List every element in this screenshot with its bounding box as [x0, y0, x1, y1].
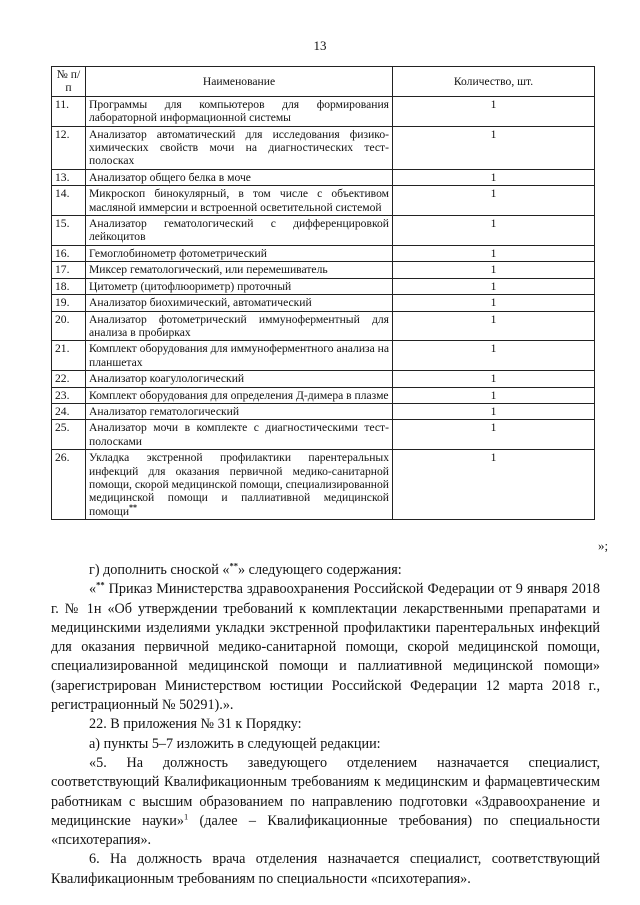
table-row [52, 450, 595, 520]
row-name: Анализатор мочи в комплекте с диагностическими тест-полосками [86, 420, 393, 450]
paragraph-footnote-text: «** Приказ Министерства здравоохранения Российской Федерации от 9 января 2018 г. № 1н «Об утверждении требований к комплектации лекарственными препаратами и медицинскими изделиями укладки экстренной профилактики парентеральных инфекций для оказания первичной медико-санитарной помощи, скорой медицинской помощи, специализированной медицинской помощи и паллиативной медицинской помощи» (зарегистрирован Министерством юстиции Российской Федерации 12 марта 2018 г., регистрационный № 50291).». [51, 579, 600, 714]
row-number: 21. [52, 341, 86, 371]
row-name: Анализатор биохимический, автоматический [86, 295, 393, 311]
table-row [52, 295, 595, 311]
row-name: Анализатор гематологический [86, 403, 393, 419]
row-quantity: 1 [393, 450, 595, 520]
row-name: Микроскоп бинокулярный, в том числе с объективом масляной иммерсии и встроенной осветительной системой [86, 186, 393, 216]
row-number: 23. [52, 387, 86, 403]
table-row [52, 403, 595, 419]
row-quantity: 1 [393, 278, 595, 294]
row-name: Анализатор гематологический с дифференцировкой лейкоцитов [86, 216, 393, 246]
table-row [52, 371, 595, 387]
row-name: Комплект оборудования для иммуноферментного анализа на планшетах [86, 341, 393, 371]
equipment-table [51, 66, 595, 520]
row-name: Анализатор автоматический для исследования физико-химических свойств мочи на диагностических тест-полосках [86, 126, 393, 169]
table-row [52, 186, 595, 216]
row-quantity: 1 [393, 295, 595, 311]
row-number: 26. [52, 450, 86, 520]
row-number: 22. [52, 371, 86, 387]
row-quantity: 1 [393, 311, 595, 341]
table-row [52, 420, 595, 450]
header-qty: Количество, шт. [393, 67, 595, 97]
row-quantity: 1 [393, 186, 595, 216]
row-quantity: 1 [393, 126, 595, 169]
row-quantity: 1 [393, 371, 595, 387]
row-number: 13. [52, 169, 86, 185]
footnote-mark: 1 [183, 811, 189, 822]
row-quantity: 1 [393, 245, 595, 261]
footnote-mark: ** [129, 502, 138, 512]
row-name: Комплект оборудования для определения Д-димера в плазме [86, 387, 393, 403]
paragraph-clause-6: 6. На должность врача отделения назначается специалист, соответствующий Квалификационным требованиям по специальности «психотерапия». [51, 851, 600, 887]
table-row [52, 278, 595, 294]
row-quantity: 1 [393, 262, 595, 278]
row-name: Гемоглобинометр фотометрический [86, 245, 393, 261]
table-row [52, 216, 595, 246]
closing-quote: »; [598, 538, 609, 553]
paragraph-clause-5: «5. На должность заведующего отделением назначается специалист, соответствующий Квалификационным требованиям к медицинским и фармацевтическим работникам с высшим образованием по направлению подготовки «Здравоохранение и медицинские науки»$^1$ (далее – Квалификационные требования) по специальности «психотерапия». [51, 754, 600, 849]
row-number: 20. [52, 311, 86, 341]
row-number: 14. [52, 186, 86, 216]
page-number: 13 [313, 38, 327, 53]
row-number: 18. [52, 278, 86, 294]
row-quantity: 1 [393, 341, 595, 371]
table-row [52, 311, 595, 341]
footnote-mark: ** [229, 560, 239, 571]
table-row [52, 262, 595, 278]
header-num: № п/п [52, 67, 86, 97]
row-quantity: 1 [393, 216, 595, 246]
table-row [52, 169, 595, 185]
row-name: Анализатор фотометрический иммуноферментный для анализа в пробирках [86, 311, 393, 341]
header-name: Наименование [86, 67, 393, 97]
paragraph-footnote-intro: г) дополнить сноской «**» следующего содержания: [89, 560, 402, 578]
row-quantity: 1 [393, 420, 595, 450]
row-quantity: 1 [393, 169, 595, 185]
paragraph-item-a: а) пункты 5–7 изложить в следующей редакции: [89, 735, 381, 752]
row-number: 24. [52, 403, 86, 419]
table-row [52, 341, 595, 371]
row-number: 12. [52, 126, 86, 169]
row-number: 19. [52, 295, 86, 311]
table-row [52, 126, 595, 169]
row-number: 15. [52, 216, 86, 246]
row-name: Миксер гематологический, или перемешиватель [86, 262, 393, 278]
row-number: 16. [52, 245, 86, 261]
row-name: Анализатор коагулологический [86, 371, 393, 387]
row-number: 11. [52, 96, 86, 126]
paragraph-item-22: 22. В приложения № 31 к Порядку: [89, 716, 302, 733]
table-row [52, 245, 595, 261]
row-number: 17. [52, 262, 86, 278]
footnote-mark: ** [96, 579, 105, 590]
table-row [52, 387, 595, 403]
table-header-row [52, 67, 595, 97]
row-quantity: 1 [393, 403, 595, 419]
row-name: Укладка экстренной профилактики парентеральных инфекций для оказания первичной медико-санитарной помощи, скорой медицинской помощи, специализированной медицинской помощи и паллиативной медицинской помощи** [86, 450, 393, 520]
row-quantity: 1 [393, 96, 595, 126]
row-name: Цитометр (цитофлюориметр) проточный [86, 278, 393, 294]
table-row [52, 96, 595, 126]
table-body [52, 96, 595, 519]
row-name: Анализатор общего белка в моче [86, 169, 393, 185]
row-number: 25. [52, 420, 86, 450]
row-name: Программы для компьютеров для формирования лабораторной информационной системы [86, 96, 393, 126]
document-body [51, 561, 600, 889]
row-quantity: 1 [393, 387, 595, 403]
